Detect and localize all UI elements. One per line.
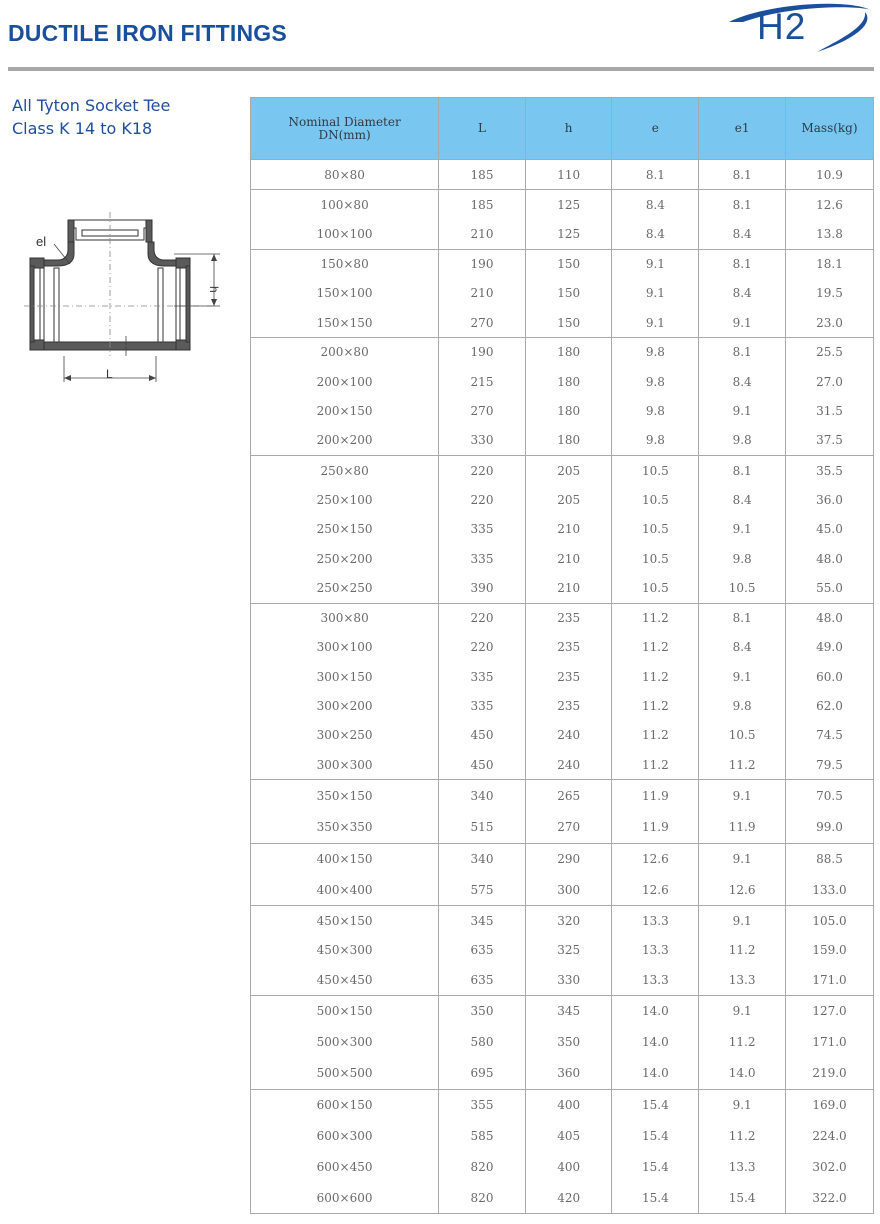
table-cell: 150 — [525, 308, 612, 337]
table-cell: 450×300 — [251, 935, 439, 965]
table-cell: 290 — [525, 843, 612, 874]
table-row — [251, 190, 874, 220]
table-cell: 235 — [525, 633, 612, 662]
table-cell: 150 — [525, 279, 612, 308]
table-cell: 820 — [439, 1151, 526, 1182]
table-row — [251, 250, 874, 279]
table-cell: 12.6 — [612, 874, 699, 905]
table-row — [251, 1182, 874, 1213]
table-cell: 450 — [439, 750, 526, 779]
table-cell: 88.5 — [786, 843, 874, 874]
table-cell: 150×100 — [251, 279, 439, 308]
table-cell: 10.5 — [612, 485, 699, 515]
table-cell: 265 — [525, 779, 612, 811]
table-row — [251, 455, 874, 485]
table-cell: 575 — [439, 874, 526, 905]
product-class-range: Class K 14 to K18 — [12, 119, 153, 138]
table-cell: 8.4 — [612, 220, 699, 250]
table-cell: 205 — [525, 455, 612, 485]
table-cell: 133.0 — [786, 874, 874, 905]
table-cell: 110 — [525, 160, 612, 190]
table-header-row — [251, 98, 874, 160]
table-cell: 9.1 — [699, 995, 786, 1026]
table-cell: 215 — [439, 367, 526, 397]
table-row — [251, 935, 874, 965]
table-cell: 9.8 — [612, 396, 699, 426]
table-cell: 10.5 — [612, 455, 699, 485]
table-cell: 13.3 — [699, 965, 786, 995]
table-row — [251, 220, 874, 250]
table-cell: 100×80 — [251, 190, 439, 220]
table-row — [251, 721, 874, 750]
table-cell: 36.0 — [786, 485, 874, 515]
table-cell: 8.4 — [699, 220, 786, 250]
table-cell: 9.1 — [699, 843, 786, 874]
L-label: L — [106, 367, 113, 381]
table-cell: 600×600 — [251, 1182, 439, 1213]
table-cell: 9.8 — [699, 544, 786, 574]
table-cell: 9.8 — [612, 337, 699, 367]
table-cell: 330 — [439, 426, 526, 456]
table-cell: 235 — [525, 691, 612, 720]
table-cell: 400 — [525, 1089, 612, 1120]
table-row — [251, 750, 874, 779]
table-row — [251, 515, 874, 545]
header-divider — [8, 67, 874, 71]
table-cell: 13.3 — [612, 965, 699, 995]
table-row — [251, 811, 874, 843]
tee-cross-section-drawing — [24, 206, 234, 396]
table-cell: 55.0 — [786, 574, 874, 604]
product-name: All Tyton Socket Tee — [12, 96, 171, 115]
table-cell: 80×80 — [251, 160, 439, 190]
table-cell: 200×200 — [251, 426, 439, 456]
table-cell: 500×500 — [251, 1058, 439, 1089]
table-cell: 185 — [439, 190, 526, 220]
table-cell: 210 — [525, 515, 612, 545]
table-cell: 9.8 — [612, 367, 699, 397]
table-cell: 300×250 — [251, 721, 439, 750]
table-cell: 600×450 — [251, 1151, 439, 1182]
table-cell: 19.5 — [786, 279, 874, 308]
table-cell: 13.8 — [786, 220, 874, 250]
table-row — [251, 691, 874, 720]
table-cell: 60.0 — [786, 662, 874, 691]
table-cell: 49.0 — [786, 633, 874, 662]
table-cell: 9.1 — [699, 779, 786, 811]
table-cell: 420 — [525, 1182, 612, 1213]
table-cell: 11.2 — [699, 1027, 786, 1058]
table-cell: 8.4 — [699, 367, 786, 397]
table-cell: 171.0 — [786, 1027, 874, 1058]
table-cell: 11.9 — [612, 811, 699, 843]
table-cell: 9.1 — [612, 279, 699, 308]
table-cell: 15.4 — [612, 1182, 699, 1213]
table-row — [251, 633, 874, 662]
table-cell: 13.3 — [612, 905, 699, 935]
table-cell: 8.1 — [699, 455, 786, 485]
table-cell: 405 — [525, 1120, 612, 1151]
table-cell: 171.0 — [786, 965, 874, 995]
table-row — [251, 874, 874, 905]
table-cell: 250×80 — [251, 455, 439, 485]
table-cell: 820 — [439, 1182, 526, 1213]
table-cell: 335 — [439, 515, 526, 545]
table-cell: 300×300 — [251, 750, 439, 779]
table-row — [251, 337, 874, 367]
table-cell: 335 — [439, 662, 526, 691]
table-cell: 159.0 — [786, 935, 874, 965]
table-cell: 11.2 — [699, 750, 786, 779]
table-cell: 13.3 — [699, 1151, 786, 1182]
table-cell: 11.2 — [612, 603, 699, 632]
table-cell: 14.0 — [699, 1058, 786, 1089]
table-cell: 345 — [525, 995, 612, 1026]
table-cell: 219.0 — [786, 1058, 874, 1089]
table-cell: 224.0 — [786, 1120, 874, 1151]
table-cell: 9.1 — [699, 308, 786, 337]
table-cell: 11.9 — [699, 811, 786, 843]
table-cell: 235 — [525, 603, 612, 632]
table-cell: 200×150 — [251, 396, 439, 426]
table-cell: 325 — [525, 935, 612, 965]
table-cell: 585 — [439, 1120, 526, 1151]
brand-logo-text: H2 — [757, 6, 807, 47]
table-cell: 12.6 — [699, 874, 786, 905]
table-cell: 15.4 — [699, 1182, 786, 1213]
table-cell: 8.4 — [612, 190, 699, 220]
table-row — [251, 544, 874, 574]
table-cell: 10.5 — [699, 721, 786, 750]
table-cell: 345 — [439, 905, 526, 935]
table-cell: 9.1 — [699, 662, 786, 691]
table-cell: 9.1 — [699, 396, 786, 426]
table-cell: 322.0 — [786, 1182, 874, 1213]
table-cell: 9.1 — [612, 308, 699, 337]
table-cell: 340 — [439, 843, 526, 874]
col-L: L — [439, 98, 526, 160]
table-cell: 10.5 — [612, 515, 699, 545]
table-cell: 105.0 — [786, 905, 874, 935]
table-row — [251, 367, 874, 397]
table-cell: 250×250 — [251, 574, 439, 604]
table-cell: 235 — [525, 662, 612, 691]
table-row — [251, 905, 874, 935]
table-cell: 14.0 — [612, 1027, 699, 1058]
product-heading — [12, 94, 170, 140]
table-cell: 515 — [439, 811, 526, 843]
table-cell: 48.0 — [786, 544, 874, 574]
table-cell: 635 — [439, 965, 526, 995]
table-cell: 99.0 — [786, 811, 874, 843]
table-cell: 13.3 — [612, 935, 699, 965]
table-cell: 9.1 — [699, 1089, 786, 1120]
table-cell: 8.1 — [612, 160, 699, 190]
table-cell: 220 — [439, 455, 526, 485]
table-cell: 635 — [439, 935, 526, 965]
table-cell: 31.5 — [786, 396, 874, 426]
table-cell: 200×80 — [251, 337, 439, 367]
table-row — [251, 160, 874, 190]
table-cell: 250×150 — [251, 515, 439, 545]
table-cell: 8.1 — [699, 250, 786, 279]
tee-spec-table — [250, 97, 874, 1214]
table-cell: 11.2 — [612, 691, 699, 720]
table-cell: 169.0 — [786, 1089, 874, 1120]
table-cell: 240 — [525, 750, 612, 779]
table-cell: 350 — [439, 995, 526, 1026]
table-cell: 210 — [525, 574, 612, 604]
table-body — [251, 160, 874, 1214]
table-cell: 220 — [439, 633, 526, 662]
table-row — [251, 279, 874, 308]
table-cell: 400×400 — [251, 874, 439, 905]
col-mass: Mass(kg) — [786, 98, 874, 160]
table-cell: 8.1 — [699, 603, 786, 632]
table-cell: 8.4 — [699, 633, 786, 662]
table-cell: 11.2 — [612, 750, 699, 779]
table-cell: 600×300 — [251, 1120, 439, 1151]
table-cell: 450×150 — [251, 905, 439, 935]
table-cell: 340 — [439, 779, 526, 811]
table-cell: 300×150 — [251, 662, 439, 691]
table-cell: 250×200 — [251, 544, 439, 574]
table-row — [251, 1120, 874, 1151]
table-cell: 180 — [525, 337, 612, 367]
el-label: el — [36, 234, 47, 249]
table-cell: 330 — [525, 965, 612, 995]
table-cell: 302.0 — [786, 1151, 874, 1182]
table-cell: 11.2 — [612, 721, 699, 750]
table-cell: 350 — [525, 1027, 612, 1058]
table-cell: 300×80 — [251, 603, 439, 632]
page-title: DUCTILE IRON FITTINGS — [8, 20, 287, 46]
table-cell: 37.5 — [786, 426, 874, 456]
table-cell: 62.0 — [786, 691, 874, 720]
table-row — [251, 574, 874, 604]
table-cell: 11.2 — [699, 1120, 786, 1151]
table-cell: 335 — [439, 691, 526, 720]
col-e: e — [612, 98, 699, 160]
table-row — [251, 603, 874, 632]
table-cell: 150 — [525, 250, 612, 279]
table-cell: 11.9 — [612, 779, 699, 811]
table-row — [251, 779, 874, 811]
table-cell: 10.5 — [612, 544, 699, 574]
table-cell: 210 — [439, 279, 526, 308]
table-cell: 74.5 — [786, 721, 874, 750]
table-cell: 180 — [525, 426, 612, 456]
table-row — [251, 1058, 874, 1089]
table-cell: 70.5 — [786, 779, 874, 811]
table-cell: 15.4 — [612, 1151, 699, 1182]
table-cell: 220 — [439, 603, 526, 632]
table-cell: 300 — [525, 874, 612, 905]
table-cell: 210 — [525, 544, 612, 574]
table-cell: 500×150 — [251, 995, 439, 1026]
table-row — [251, 426, 874, 456]
table-cell: 185 — [439, 160, 526, 190]
table-cell: 9.1 — [699, 905, 786, 935]
table-cell: 79.5 — [786, 750, 874, 779]
table-cell: 400 — [525, 1151, 612, 1182]
table-cell: 450 — [439, 721, 526, 750]
table-cell: 11.2 — [699, 935, 786, 965]
table-cell: 335 — [439, 544, 526, 574]
table-cell: 270 — [439, 396, 526, 426]
col-h: h — [525, 98, 612, 160]
h-label: h — [207, 286, 221, 293]
table-row — [251, 1089, 874, 1120]
table-cell: 150×150 — [251, 308, 439, 337]
table-cell: 48.0 — [786, 603, 874, 632]
col-nominal-diameter: Nominal Diameter DN(mm) — [251, 98, 439, 160]
table-cell: 180 — [525, 367, 612, 397]
table-cell: 210 — [439, 220, 526, 250]
table-cell: 10.5 — [612, 574, 699, 604]
table-cell: 9.8 — [699, 426, 786, 456]
table-cell: 250×100 — [251, 485, 439, 515]
table-row — [251, 1151, 874, 1182]
table-cell: 127.0 — [786, 995, 874, 1026]
table-row — [251, 396, 874, 426]
table-cell: 11.2 — [612, 633, 699, 662]
table-cell: 9.8 — [612, 426, 699, 456]
table-cell: 8.1 — [699, 337, 786, 367]
table-cell: 270 — [525, 811, 612, 843]
table-cell: 8.4 — [699, 279, 786, 308]
table-cell: 320 — [525, 905, 612, 935]
table-cell: 190 — [439, 337, 526, 367]
table-row — [251, 995, 874, 1026]
table-row — [251, 485, 874, 515]
table-cell: 180 — [525, 396, 612, 426]
table-cell: 8.1 — [699, 190, 786, 220]
table-cell: 125 — [525, 190, 612, 220]
table-cell: 27.0 — [786, 367, 874, 397]
table-cell: 205 — [525, 485, 612, 515]
table-cell: 400×150 — [251, 843, 439, 874]
table-cell: 9.8 — [699, 691, 786, 720]
table-cell: 35.5 — [786, 455, 874, 485]
table-cell: 8.1 — [699, 160, 786, 190]
table-cell: 9.1 — [699, 515, 786, 545]
table-row — [251, 662, 874, 691]
table-cell: 355 — [439, 1089, 526, 1120]
table-cell: 12.6 — [612, 843, 699, 874]
table-cell: 10.5 — [699, 574, 786, 604]
col-e1: e1 — [699, 98, 786, 160]
table-cell: 23.0 — [786, 308, 874, 337]
table-cell: 240 — [525, 721, 612, 750]
table-cell: 450×450 — [251, 965, 439, 995]
table-cell: 45.0 — [786, 515, 874, 545]
table-cell: 500×300 — [251, 1027, 439, 1058]
table-cell: 390 — [439, 574, 526, 604]
table-row — [251, 843, 874, 874]
table-cell: 200×100 — [251, 367, 439, 397]
table-cell: 580 — [439, 1027, 526, 1058]
table-cell: 100×100 — [251, 220, 439, 250]
table-row — [251, 965, 874, 995]
table-cell: 270 — [439, 308, 526, 337]
table-cell: 360 — [525, 1058, 612, 1089]
table-cell: 300×100 — [251, 633, 439, 662]
table-cell: 350×350 — [251, 811, 439, 843]
table-cell: 14.0 — [612, 995, 699, 1026]
table-cell: 220 — [439, 485, 526, 515]
table-cell: 300×200 — [251, 691, 439, 720]
table-cell: 600×150 — [251, 1089, 439, 1120]
table-cell: 9.1 — [612, 250, 699, 279]
table-cell: 8.4 — [699, 485, 786, 515]
table-cell: 12.6 — [786, 190, 874, 220]
table-row — [251, 1027, 874, 1058]
table-cell: 350×150 — [251, 779, 439, 811]
table-cell: 18.1 — [786, 250, 874, 279]
table-cell: 125 — [525, 220, 612, 250]
table-row — [251, 308, 874, 337]
table-cell: 11.2 — [612, 662, 699, 691]
table-cell: 150×80 — [251, 250, 439, 279]
table-cell: 190 — [439, 250, 526, 279]
table-cell: 695 — [439, 1058, 526, 1089]
table-cell: 14.0 — [612, 1058, 699, 1089]
table-cell: 15.4 — [612, 1089, 699, 1120]
table-cell: 15.4 — [612, 1120, 699, 1151]
table-cell: 25.5 — [786, 337, 874, 367]
table-cell: 10.9 — [786, 160, 874, 190]
